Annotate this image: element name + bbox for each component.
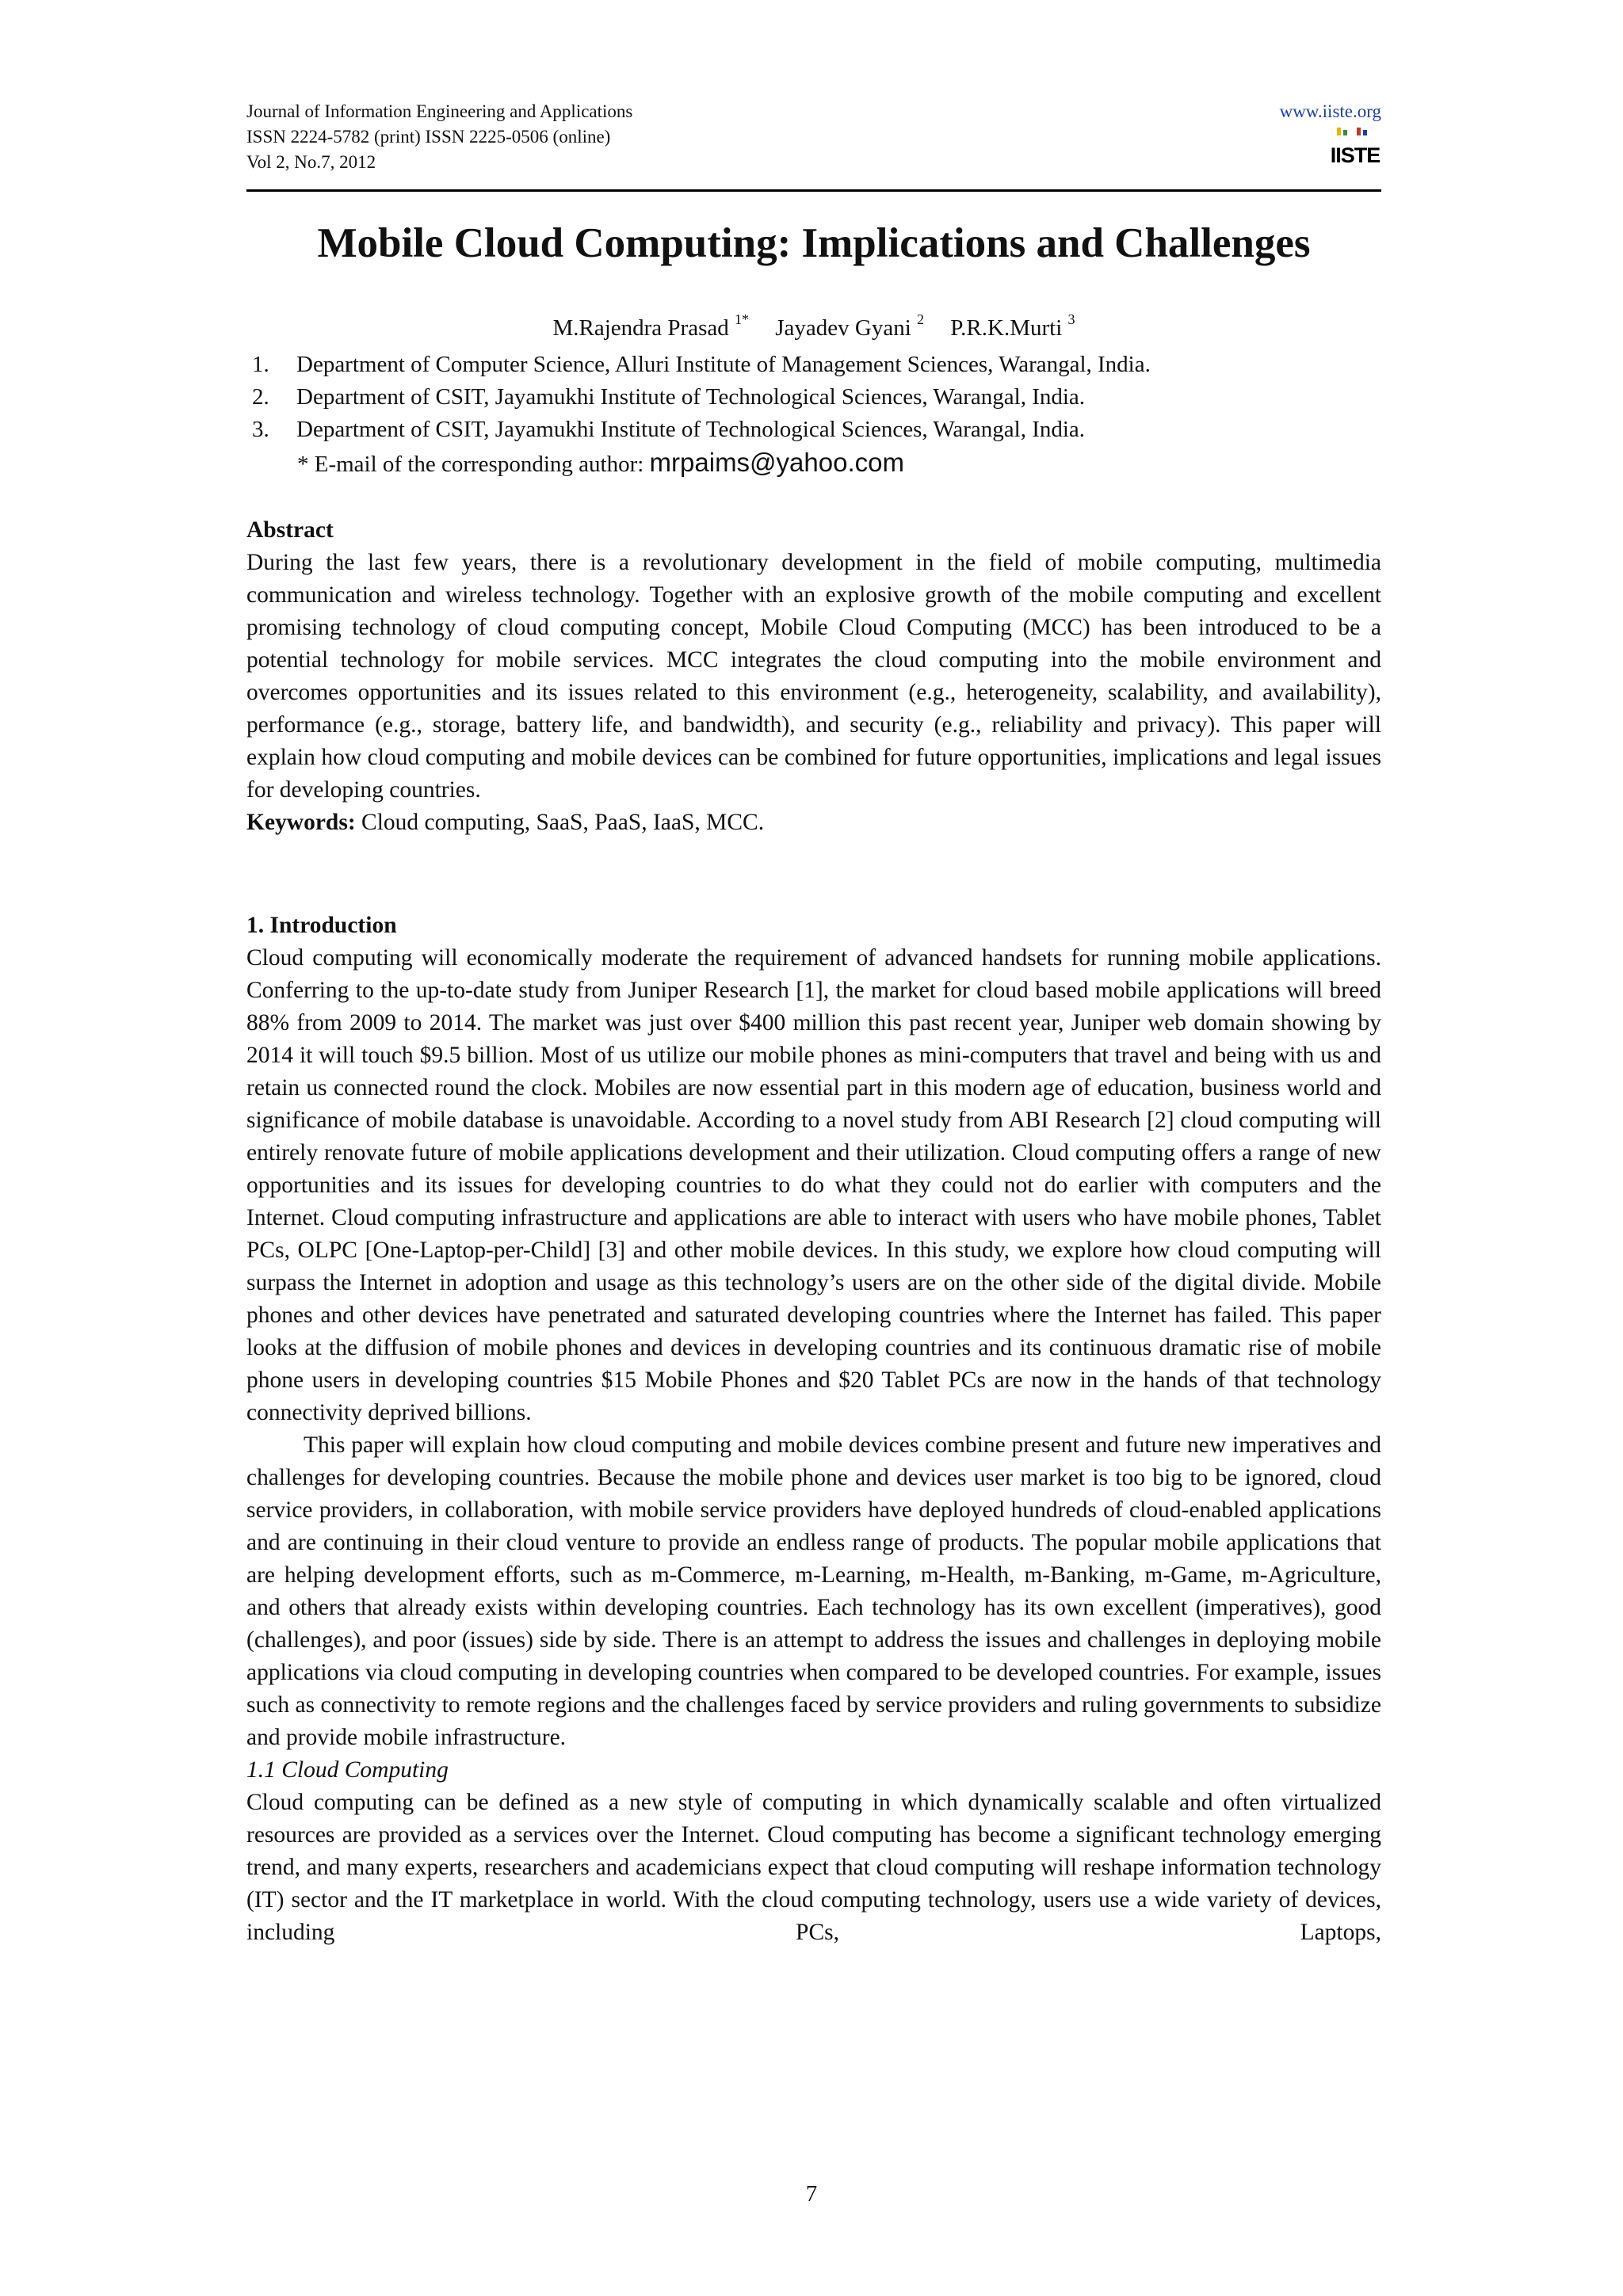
header-divider [246, 189, 1381, 192]
paper-title: Mobile Cloud Computing: Implications and Challenges [317, 220, 1311, 266]
cloud-computing-heading: 1.1 Cloud Computing [246, 1757, 449, 1783]
author-affil-mark: 2 [917, 311, 925, 327]
journal-name: Journal of Information Engineering and Applications [246, 101, 633, 121]
email-label: * E-mail of the corresponding author: [297, 452, 644, 477]
introduction-heading: 1. Introduction [246, 913, 397, 938]
journal-volume: Vol 2, No.7, 2012 [246, 152, 376, 172]
corresponding-author [297, 447, 904, 480]
affiliation-list [252, 349, 1151, 446]
introduction-section [246, 910, 1381, 1949]
abstract-section [246, 514, 1381, 839]
affiliation-item [252, 381, 1151, 414]
cloud-computing-paragraph: Cloud computing can be defined as a new style of computing in which dynamically scalable and often virtualized resources are provided as a services over the Internet. Cloud computing has become a significant technology emerging trend, and many experts, researchers and academicians expect that cloud computing will reshape information technology (IT) sector and the IT marketplace in world. With the cloud computing technology, users use a wide variety of devices, including PCs, Laptops, [246, 1790, 1381, 1945]
affiliation-item [252, 414, 1151, 446]
author-affil-mark: 3 [1067, 311, 1075, 327]
affiliation-text: Department of CSIT, Jayamukhi Institute of Technological Sciences, Warangal, India. [296, 384, 1086, 410]
affiliation-text: Department of CSIT, Jayamukhi Institute of Technological Sciences, Warangal, India. [296, 417, 1086, 442]
website-link[interactable]: www.iiste.org [1279, 101, 1381, 121]
author-name: Jayadev Gyani [775, 315, 911, 341]
email-address[interactable]: mrpaims@yahoo.com [649, 448, 904, 477]
abstract-text: During the last few years, there is a revolutionary development in the field of mobile computing, multimedia communication and wireless technology. Together with an explosive growth of the mobile computing and excellent promising technology of cloud computing concept, Mobile Cloud Computing (MCC) has been introduced to be a potential technology for mobile services. MCC integrates the cloud computing into the mobile environment and overcomes opportunities and its issues related to this environment (e.g., heterogeneity, scalability, and availability), performance (e.g., storage, battery life, and bandwidth), and security (e.g., reliability and privacy). This paper will explain how cloud computing and mobile devices can be combined for future opportunities, implications and legal issues for developing countries. [246, 550, 1381, 803]
abstract-heading: Abstract [246, 517, 334, 543]
keywords-label: Keywords: [246, 810, 356, 835]
keywords-text: Cloud computing, SaaS, PaaS, IaaS, MCC. [361, 810, 765, 835]
affiliation-text: Department of Computer Science, Alluri Institute of Management Sciences, Warangal, India. [296, 352, 1151, 377]
journal-branding [1280, 99, 1381, 174]
author-name: P.R.K.Murti [950, 315, 1063, 341]
author-list [246, 312, 1381, 344]
author-affil-mark: 1* [734, 311, 749, 327]
affiliation-number: 3. [252, 417, 269, 442]
introduction-paragraph-1: Cloud computing will economically moderate the requirement of advanced handsets for running mobile applications. Conferring to the up-to-date study from Juniper Research [1], the market for cloud based mobile applications will breed 88% from 2009 to 2014. The market was just over $400 million this past recent year, Juniper web domain showing by 2014 it will touch $9.5 billion. Most of us utilize our mobile phones as mini-computers that travel and being with us and retain us connected round the clock. Mobiles are now essential part in this modern age of education, business world and significance of mobile database is unavoidable. According to a novel study from ABI Research [2] cloud computing will entirely renovate future of mobile applications development and their utilization. Cloud computing offers a range of new opportunities and its issues for developing countries to do what they could not do earlier with computers and the Internet. Cloud computing infrastructure and applications are able to interact with users who have mobile phones, Tablet PCs, OLPC [One-Laptop-per-Child] [3] and other mobile devices. In this study, we explore how cloud computing will surpass the Internet in adoption and usage as this technology’s users are on the other side of the digital divide. Mobile phones and other devices have penetrated and saturated developing countries where the Internet has failed. This paper looks at the diffusion of mobile phones and devices in developing countries and its continuous dramatic rise of mobile phone users in developing countries $15 Mobile Phones and $20 Tablet PCs are now in the hands of that technology connectivity deprived billions. [246, 945, 1381, 1425]
keywords [246, 807, 1381, 839]
affiliation-number: 1. [252, 352, 269, 377]
introduction-paragraph-2: This paper will explain how cloud computing and mobile devices combine present and future new imperatives and challenges for developing countries. Because the mobile phone and devices user market is too big to be ignored, cloud service providers, in collaboration, with mobile service providers have deployed hundreds of cloud-enabled applications and are continuing in their cloud venture to provide an endless range of products. The popular mobile applications that are helping development efforts, such as m-Commerce, m-Learning, m-Health, m-Banking, m-Game, m-Agriculture, and others that already exists within developing countries. Each technology has its own excellent (imperatives), good (challenges), and poor (issues) side by side. There is an attempt to address the issues and challenges in deploying mobile applications via cloud computing in developing countries when compared to be developed countries. For example, issues such as connectivity to remote regions and the challenges faced by service providers and ruling governments to subsidize and provide mobile infrastructure. [246, 1432, 1381, 1750]
affiliation-item [252, 349, 1151, 381]
page-number: 7 [805, 2181, 818, 2206]
journal-header [246, 99, 1381, 194]
journal-issn: ISSN 2224-5782 (print) ISSN 2225-0506 (online) [246, 127, 611, 147]
journal-info [246, 99, 632, 175]
iiste-logo [1329, 126, 1381, 170]
author-name: M.Rajendra Prasad [552, 315, 729, 341]
logo-text: IISTE [1330, 143, 1381, 167]
affiliation-number: 2. [252, 384, 269, 410]
